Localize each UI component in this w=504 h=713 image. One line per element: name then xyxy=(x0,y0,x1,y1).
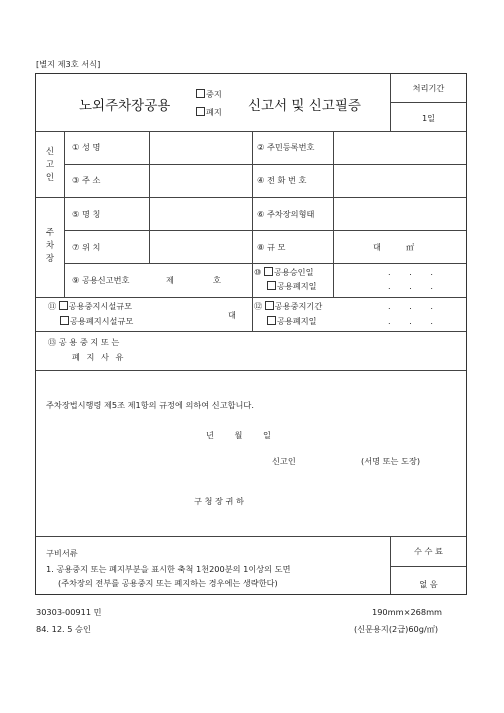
parking-type-label: ⑥ 주차장의형태 xyxy=(257,209,315,219)
checkbox-suspend-period[interactable] xyxy=(265,301,274,310)
documents-item-1-note: (주차장의 전부를 공용중지 또는 폐지하는 경우에는 생략한다) xyxy=(58,578,278,588)
location-field[interactable] xyxy=(152,233,250,261)
resident-number-label: ② 주민등록번호 xyxy=(257,142,315,152)
documents-title: 구비서류 xyxy=(46,548,78,558)
approval-date-dots-2: . . . xyxy=(388,281,442,291)
option-abolish[interactable]: 폐지 xyxy=(196,107,222,118)
form-title-main: 노외주차장공용 xyxy=(79,98,171,114)
reason-field[interactable] xyxy=(156,334,462,366)
checkbox-abolish[interactable] xyxy=(196,107,205,116)
parking-name-label: ⑤ 명 칭 xyxy=(72,209,101,219)
parking-name-field[interactable] xyxy=(152,200,250,228)
processing-period-value: 1일 xyxy=(421,113,436,123)
report-number-prefix: 제 xyxy=(166,275,174,285)
period-label-2: 공용폐지일 xyxy=(267,316,317,327)
facility-scale-label-1: ⑪ 공용중지시설규모 xyxy=(48,301,133,311)
approval-date-label-1: ⑩ 공용승인일 xyxy=(254,267,314,277)
footer-paper: (신문용지(2급)60g/㎡) xyxy=(354,624,439,634)
scale-label: ⑧ 규 모 xyxy=(257,242,286,252)
signature-label: (서명 또는 도장) xyxy=(361,456,421,466)
phone-label: ④ 전 화 번 호 xyxy=(257,175,307,185)
applicant-section-label: 신 고 인 xyxy=(45,147,55,183)
footer-size: 190mm×268mm xyxy=(372,607,443,617)
reason-label-2: 폐 지 사 유 xyxy=(72,352,126,362)
checkbox-abolish-scale[interactable] xyxy=(60,316,69,325)
resident-number-field[interactable] xyxy=(336,134,464,162)
checkbox-approval-date[interactable] xyxy=(264,267,273,276)
report-number-suffix: 호 xyxy=(213,275,221,285)
period-dots-2: . . . xyxy=(388,316,442,326)
fee-value: 없 음 xyxy=(419,579,438,589)
fee-label: 수 수 료 xyxy=(414,546,443,556)
reason-label-1: ⑬ 공 용 중 지 또 는 xyxy=(48,337,120,347)
reporter-label: 신고인 xyxy=(272,456,296,466)
facility-scale-label-2: 공용폐지시설규모 xyxy=(60,316,133,327)
checkbox-suspend-scale[interactable] xyxy=(59,301,68,310)
period-label-1: ⑫ 공용중지기간 xyxy=(254,301,323,311)
scale-unit-cars: 대 xyxy=(373,242,381,252)
name-label: ① 성 명 xyxy=(72,142,101,152)
scale-unit-area: ㎡ xyxy=(406,242,415,252)
report-number-label: ⑨ 공용신고번호 xyxy=(72,275,130,285)
address-label: ③ 주 소 xyxy=(72,175,101,185)
form-number: [별지 제3호 서식] xyxy=(36,59,101,69)
name-field[interactable] xyxy=(152,134,250,162)
phone-field[interactable] xyxy=(336,167,464,195)
processing-period-label: 처리기간 xyxy=(412,83,445,93)
footer-code: 30303-00911 민 xyxy=(36,607,102,617)
option-suspend[interactable]: 중지 xyxy=(196,89,222,100)
approval-date-dots-1: . . . xyxy=(388,267,442,277)
footer-approval: 84. 12. 5 승인 xyxy=(36,624,91,634)
parking-type-field[interactable] xyxy=(336,200,464,228)
documents-item-1: 1. 공용중지 또는 폐지부분을 표시한 축척 1천200분의 1이상의 도면 xyxy=(46,564,291,574)
period-dots-1: . . . xyxy=(388,301,442,311)
recipient-label: 구 청 장 귀 하 xyxy=(194,496,244,506)
address-field[interactable] xyxy=(152,167,250,195)
checkbox-abolish-date[interactable] xyxy=(267,281,276,290)
checkbox-abolish-day[interactable] xyxy=(267,316,276,325)
form-title-rest: 신고서 및 신고필증 xyxy=(248,98,361,114)
declaration-date: 년 월 일 xyxy=(206,430,271,440)
report-form xyxy=(35,73,467,595)
checkbox-suspend[interactable] xyxy=(196,89,205,98)
declaration-text: 주차장법시행령 제5조 제1항의 규정에 의하여 신고합니다. xyxy=(46,400,254,410)
parking-section-label: 주 차 장 xyxy=(45,228,55,264)
approval-date-label-2: 공용폐지일 xyxy=(267,281,317,292)
facility-scale-unit: 대 xyxy=(228,310,236,320)
location-label: ⑦ 위 치 xyxy=(72,242,101,252)
